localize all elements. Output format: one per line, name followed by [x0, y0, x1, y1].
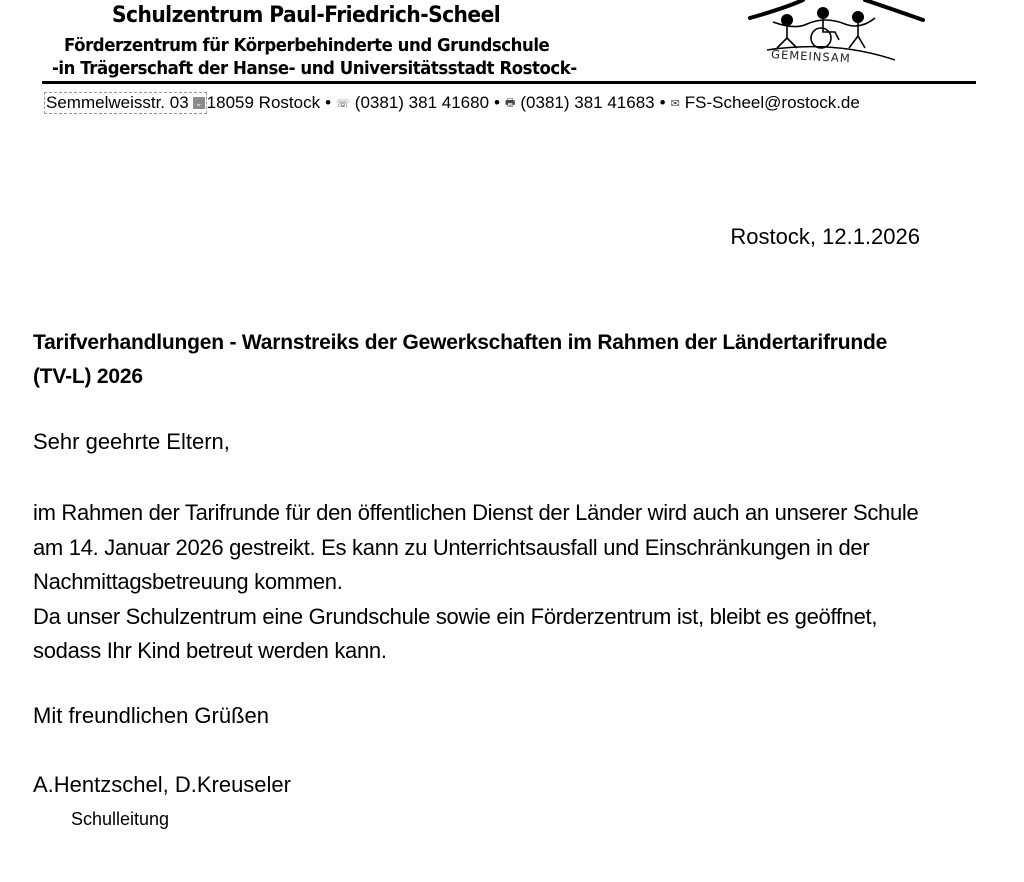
fax-icon: 🖶 — [504, 96, 516, 109]
separator-dot: • — [659, 93, 666, 112]
logo-text: GEMEINSAM — [770, 47, 852, 66]
street: Semmelweisstr. 03 — [46, 93, 189, 112]
letter-subject: Tarifverhandlungen - Warnstreiks der Gewerkschaften im Rahmen der Ländertarifrunde (TV-L) 2026 — [33, 331, 888, 388]
signatory-role: Schulleitung — [71, 809, 170, 829]
telephone-icon: ☏ — [336, 97, 350, 110]
logo-person-left — [781, 14, 793, 26]
separator-dot: • — [325, 93, 332, 112]
salutation: Sehr geehrte Eltern, — [33, 429, 230, 454]
school-carrier: -in Trägerschaft der Hanse- und Universitätsstadt Rostock- — [52, 58, 577, 79]
logo-roof — [865, 0, 923, 20]
logo-person-right — [852, 11, 864, 23]
fax-number: (0381) 381 41683 — [520, 93, 655, 112]
body-paragraph: Da unser Schulzentrum eine Grundschule sowie ein Förderzentrum ist, bleibt es geöffnet, sodass Ihr Kind betreut werden kann. — [33, 603, 878, 663]
logo-wheelchair — [811, 28, 831, 48]
address-field[interactable] — [44, 92, 207, 114]
logo-roof — [750, 0, 803, 18]
phone-number: (0381) 381 41680 — [354, 93, 490, 112]
logo-person-center — [817, 7, 829, 19]
separator-dot: • — [494, 93, 500, 112]
place-date: Rostock, 12.1.2026 — [730, 224, 920, 249]
school-subtitle: Förderzentrum für Körperbehinderte und Grundschule — [64, 35, 550, 56]
gemeinsam-logo — [745, 0, 935, 68]
body-paragraph: im Rahmen der Tarifrunde für den öffentlichen Dienst der Länder wird auch an unserer Schule am 14. Januar 2026 gestreikt. Es kann zu Unterrichtsausfall und Einschränkungen in der Nachmittagsbetreuung kommen. — [33, 500, 919, 594]
closing: Mit freundlichen Grüßen — [33, 703, 269, 728]
envelope-icon: ✉ — [670, 97, 680, 110]
field-dropdown-icon[interactable]: ⌄ — [193, 97, 205, 109]
signatories: A.Hentzschel, D.Kreuseler — [33, 772, 291, 797]
letter-body — [33, 496, 933, 669]
postal-city: 18059 Rostock — [206, 93, 321, 112]
email-address[interactable]: FS-Scheel@rostock.de — [684, 93, 860, 112]
letterhead — [0, 0, 1024, 120]
contact-line — [44, 92, 860, 114]
letterhead-rule — [42, 81, 976, 84]
school-name: Schulzentrum Paul-Friedrich-Scheel — [112, 3, 501, 28]
